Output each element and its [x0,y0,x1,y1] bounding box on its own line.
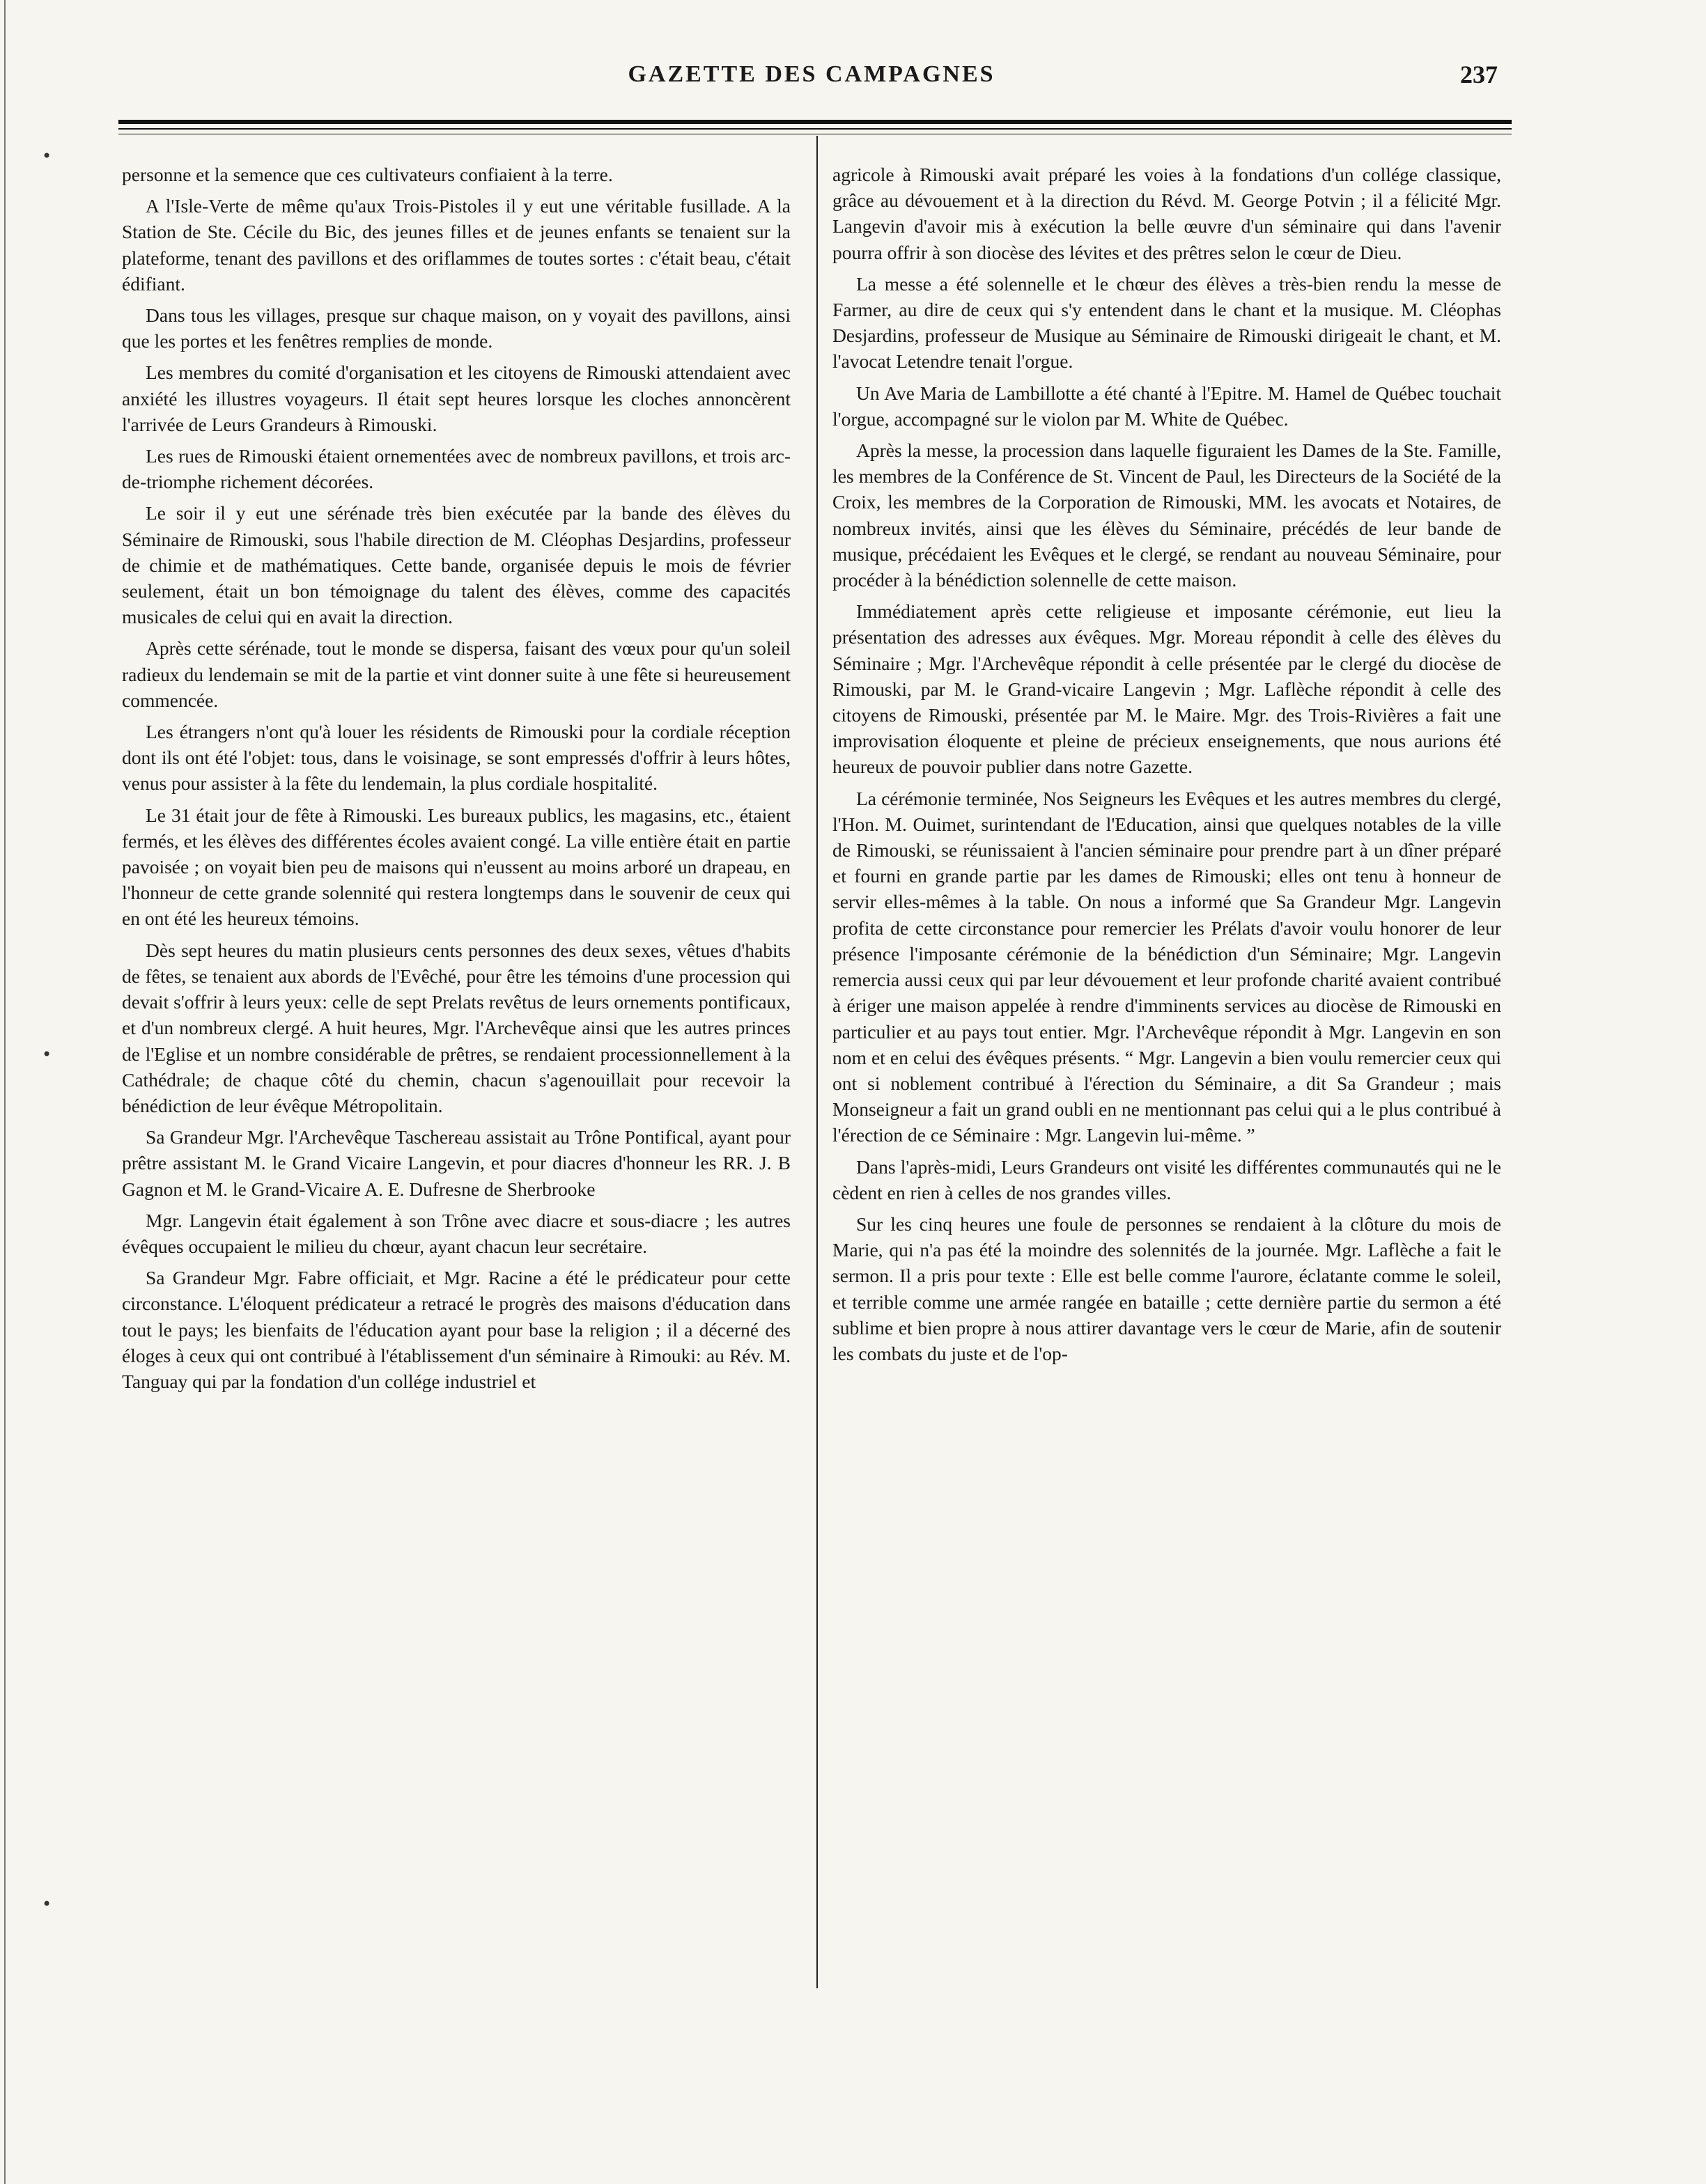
paragraph: A l'Isle-Verte de même qu'aux Trois-Pistoles il y eut une véritable fusillade. A la Station de Ste. Cécile du Bic, des jeunes filles et de jeunes enfants se tenaient sur la plateforme, tenant des pavillons et des oriflammes de toutes sortes : c'était beau, c'était édifiant. [122,195,791,295]
running-title: GAZETTE DES CAMPAGNES [628,61,995,87]
paragraph: Mgr. Langevin était également à son Trône avec diacre et sous-diacre ; les autres évêques occupaient le milieu du chœur, ayant chacun leur secrétaire. [122,1209,791,1257]
paragraph: Dans l'après-midi, Leurs Grandeurs ont visité les différentes communautés qui ne le cèdent en rien à celles de nos grandes villes. [832,1155,1501,1203]
paragraph: personne et la semence que ces cultivateurs confiaient à la terre. [122,164,613,185]
paragraph: Le soir il y eut une sérénade très bien exécutée par la bande des élèves du Séminaire de Rimouski, sous l'habile direction de M. Cléophas Desjardins, professeur de chimie et de mathématiques. Cette bande, organisée depuis le mois de février seulement, était un bon témoignage du talent des élèves, comme des capacités musicales de celui qui en avait la direction. [122,502,791,628]
paragraph: agricole à Rimouski avait préparé les voies à la fondations d'un collége classique, grâce au dévouement et à la direction du Révd. M. George Potvin ; il a félicité Mgr. Langevin d'avoir mis à exécution la belle œuvre d'un séminaire qui dans l'avenir pourra offrir à son diocèse des lévites et des prêtres selon le cœur de Dieu. [832,164,1501,263]
paragraph: La messe a été solennelle et le chœur des élèves a très-bien rendu la messe de Farmer, au dire de ceux qui s'y entendent dans le chant et la musique. M. Cléophas Desjardins, professeur de Musique au Séminaire de Rimouski dirigeait le chant, et M. l'avocat Letendre tenait l'orgue. [832,272,1501,373]
paragraph: Sa Grandeur Mgr. Fabre officiait, et Mgr. Racine a été le prédicateur pour cette circonstance. L'éloquent prédicateur a retracé le progrès des maisons d'éducation dans tout le pays; les bienfaits de l'éducation ayant pour base la religion ; il a décerné des éloges à ceux qui ont contribué à l'établissement d'un séminaire à Rimouki: au Rév. M. Tanguay qui par la fondation d'un collége industriel et [122,1267,791,1392]
column-divider [816,136,818,1988]
paragraph: Le 31 était jour de fête à Rimouski. Les bureaux publics, les magasins, etc., étaient fermés, et les élèves des différentes écoles avaient congé. La ville entière était en partie pavoisée ; on voyait bien peu de maisons qui n'eussent au moins arboré un drapeau, en l'honneur de cette grande solennité qui restera longtemps dans le souvenir de ceux qui en ont été les heureux témoins. [122,804,791,930]
header-rule-thin [118,128,1512,130]
paragraph: Sa Grandeur Mgr. l'Archevêque Taschereau assistait au Trône Pontifical, ayant pour prêtre assistant M. le Grand Vicaire Langevin, et pour diacres d'honneur les RR. J. B Gagnon et M. le Grand-Vicaire A. E. Dufresne de Sherbrooke [122,1126,791,1200]
paragraph: Après cette sérénade, tout le monde se dispersa, faisant des vœux pour qu'un soleil radieux du lendemain se mit de la partie et vint donner suite à une fête si heureusement commencée. [122,637,791,711]
margin-mark: • [42,1045,52,1064]
left-column [122,162,791,1400]
left-edge-line [4,0,6,2184]
header-rule-thick [118,120,1512,124]
paragraph: Les rues de Rimouski étaient ornementées avec de nombreux pavillons, et trois arc-de-triomphe richement décorées. [122,445,791,493]
paragraph: Les membres du comité d'organisation et les citoyens de Rimouski attendaient avec anxiété les illustres voyageurs. Il était sept heures lorsque les cloches annoncèrent l'arrivée de Leurs Grandeurs à Rimouski. [122,361,791,435]
paragraph: Un Ave Maria de Lambillotte a été chanté à l'Epitre. M. Hamel de Québec touchait l'orgue, accompagné sur le violon par M. White de Québec. [832,382,1501,430]
page-number: 237 [1460,61,1498,88]
paragraph: Sur les cinq heures une foule de personnes se rendaient à la clôture du mois de Marie, qui n'a pas été la moindre des solennités de la journée. Mgr. Laflèche a fait le sermon. Il a pris pour texte : Elle est belle comme l'aurore, éclatante comme le soleil, et terrible comme une armée rangée en bataille ; cette dernière partie du sermon a été sublime et bien propre à nous attirer davantage vers le cœur de Marie, afin de soutenir les combats du juste et de l'op- [832,1212,1501,1364]
paragraph: Dès sept heures du matin plusieurs cents personnes des deux sexes, vêtues d'habits de fêtes, se tenaient aux abords de l'Evêché, pour être les témoins d'une procession qui devait s'offrir à leurs yeux: celle de sept Prelats revêtus de leurs ornements pontificaux, et d'un nombreux clergé. A huit heures, Mgr. l'Archevêque ainsi que les autres princes de l'Eglise et un nombre considérable de prêtres, se rendaient processionnellement à la Cathédrale; de chaque côté du chemin, chacun s'agenouillait pour recevoir la bénédiction de leur évêque Métropolitain. [122,939,791,1116]
paragraph: Dans tous les villages, presque sur chaque maison, on y voyait des pavillons, ainsi que les portes et les fenêtres remplies de monde. [122,304,791,352]
paragraph: Après la messe, la procession dans laquelle figuraient les Dames de la Ste. Famille, les membres de la Conférence de St. Vincent de Paul, les Directeurs de la Société de la Croix, les membres de la Corporation de Rimouski, MM. les avocats et Notaires, de nombreux invités, ainsi que les élèves du Séminaire, précédés de leur bande de musique, précédaient les Evêques et le clergé, se rendant au nouveau Séminaire, pour procéder à la bénédiction solennelle de cette maison. [832,439,1501,591]
paragraph: La cérémonie terminée, Nos Seigneurs les Evêques et les autres membres du clergé, l'Hon. M. Ouimet, surintendant de l'Education, ainsi que quelques notables de la ville de Rimouski, se réunissaient à l'ancien séminaire pour prendre part à un dîner préparé et fourni en grande partie par les dames de Rimouski; elles ont tenu à honneur de servir elles-mêmes à la table. On nous a informé que Sa Grandeur Mgr. Langevin profita de cette circonstance pour remercier les Prélats d'avoir voulu honorer de leur présence l'imposante cérémonie de la bénédiction d'un Séminaire; Mgr. Langevin remercia aussi ceux qui par leur dévouement et leur profonde charité avaient contribué à ériger une maison appelée à rendre d'imminents services au diocèse de Rimouski en particulier et au pays tout entier. Mgr. l'Archevêque répondit à Mgr. Langevin en son nom et en celui des évêques présents. “ Mgr. Langevin a bien voulu remercier ceux qui ont si noblement contribué à l'érection du Séminaire, a dit Sa Grandeur ; mais Monseigneur a fait un grand oubli en ne mentionnant pas celui qui a le plus contribué à l'érection de ce Séminaire : Mgr. Langevin lui-même. ” [832,787,1501,1146]
margin-mark: • [42,146,52,166]
margin-mark: • [42,1894,52,1914]
page-header [118,56,1505,98]
paragraph: Les étrangers n'ont qu'à louer les résidents de Rimouski pour la cordiale réception dont ils ont été l'objet: tous, dans le voisinage, se sont empressés d'offrir à leurs hôtes, venus pour assister à la fête du lendemain, la plus cordiale hospitalité. [122,721,791,795]
paragraph: Immédiatement après cette religieuse et imposante cérémonie, eut lieu la présentation des adresses aux évêques. Mgr. Moreau répondit à celle des élèves du Séminaire ; Mgr. l'Archevêque répondit à celle présentée par le clergé du diocèse de Rimouski, par M. le Grand-vicaire Langevin ; Mgr. Laflèche répondit à celle des citoyens de Rimouski, présentée par M. le Maire. Mgr. des Trois-Rivières a fait une improvisation éloquente et pleine de précieux enseignements, que nous aurions été heureux de pouvoir publier dans notre Gazette. [832,600,1501,778]
right-column [832,162,1501,1372]
